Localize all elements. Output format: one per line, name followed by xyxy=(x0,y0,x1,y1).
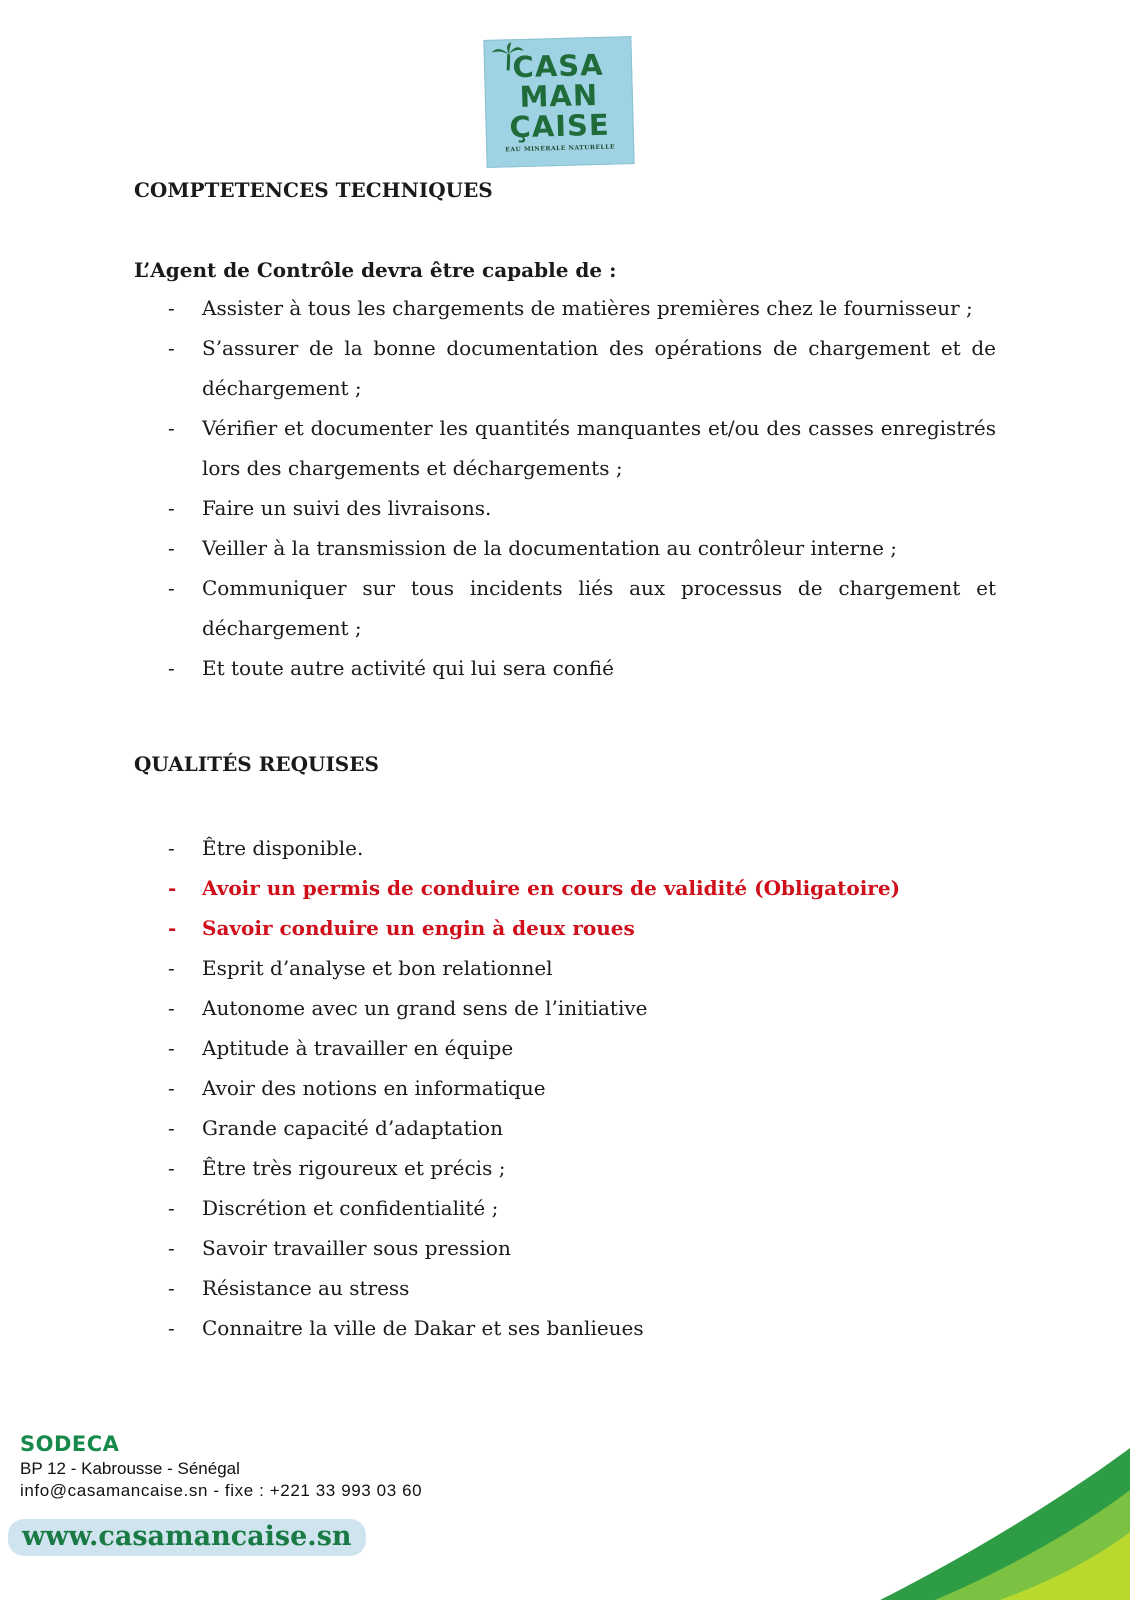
footer-website-link[interactable]: www.casamancaise.sn xyxy=(8,1519,366,1556)
document-body xyxy=(134,172,996,1348)
section-intro: L’Agent de Contrôle devra être capable de : xyxy=(134,258,617,282)
section-title-competences: COMPTETENCES TECHNIQUES xyxy=(134,178,493,202)
logo-line-3: ÇAISE xyxy=(509,107,611,145)
list-item: - S’assurer de la bonne documentation des opérations de chargement et de déchargement ; xyxy=(168,336,996,400)
competences-list xyxy=(134,288,996,688)
list-item: - Aptitude à travailler en équipe xyxy=(168,1036,514,1060)
casamancaise-logo xyxy=(483,36,634,168)
list-item: - Autonome avec un grand sens de l’initiative xyxy=(168,996,648,1020)
list-item: - Connaitre la ville de Dakar et ses banlieues xyxy=(168,1316,644,1340)
section-title-qualites: QUALITÉS REQUISES xyxy=(134,752,379,776)
list-item: - Grande capacité d’adaptation xyxy=(168,1116,503,1140)
list-item: - Et toute autre activité qui lui sera confié xyxy=(168,656,614,680)
logo-line-1: CASA xyxy=(512,47,605,85)
list-item: - Avoir des notions en informatique xyxy=(168,1076,546,1100)
list-item: - Faire un suivi des livraisons. xyxy=(168,496,492,520)
list-item: - Être très rigoureux et précis ; xyxy=(168,1156,506,1180)
footer-org-name: SODECA xyxy=(20,1432,120,1456)
list-item: - Esprit d’analyse et bon relationnel xyxy=(168,956,553,980)
logo-tagline: EAU MINÉRALE NATURELLE xyxy=(505,143,616,154)
list-item: - Assister à tous les chargements de matières premières chez le fournisseur ; xyxy=(168,296,973,320)
list-item: - Savoir travailler sous pression xyxy=(168,1236,511,1260)
list-item: - Discrétion et confidentialité ; xyxy=(168,1196,499,1220)
list-item-required: - Savoir conduire un engin à deux roues xyxy=(168,916,635,940)
list-item: - Veiller à la transmission de la documentation au contrôleur interne ; xyxy=(168,536,898,560)
footer-address: BP 12 - Kabrousse - Sénégal xyxy=(20,1459,240,1478)
qualites-list xyxy=(134,828,996,1348)
list-item: - Communiquer sur tous incidents liés aux processus de chargement et déchargement ; xyxy=(168,576,996,640)
list-item: - Vérifier et documenter les quantités manquantes et/ou des casses enregistrés lors des chargements et déchargements ; xyxy=(168,416,996,480)
footer-contact: info@casamancaise.sn - fixe : +221 33 993 03 60 xyxy=(20,1481,423,1500)
logo-line-2: MAN xyxy=(519,77,599,115)
list-item-required: - Avoir un permis de conduire en cours de validité (Obligatoire) xyxy=(168,876,901,900)
list-item: - Résistance au stress xyxy=(168,1276,410,1300)
list-item: - Être disponible. xyxy=(168,836,364,860)
